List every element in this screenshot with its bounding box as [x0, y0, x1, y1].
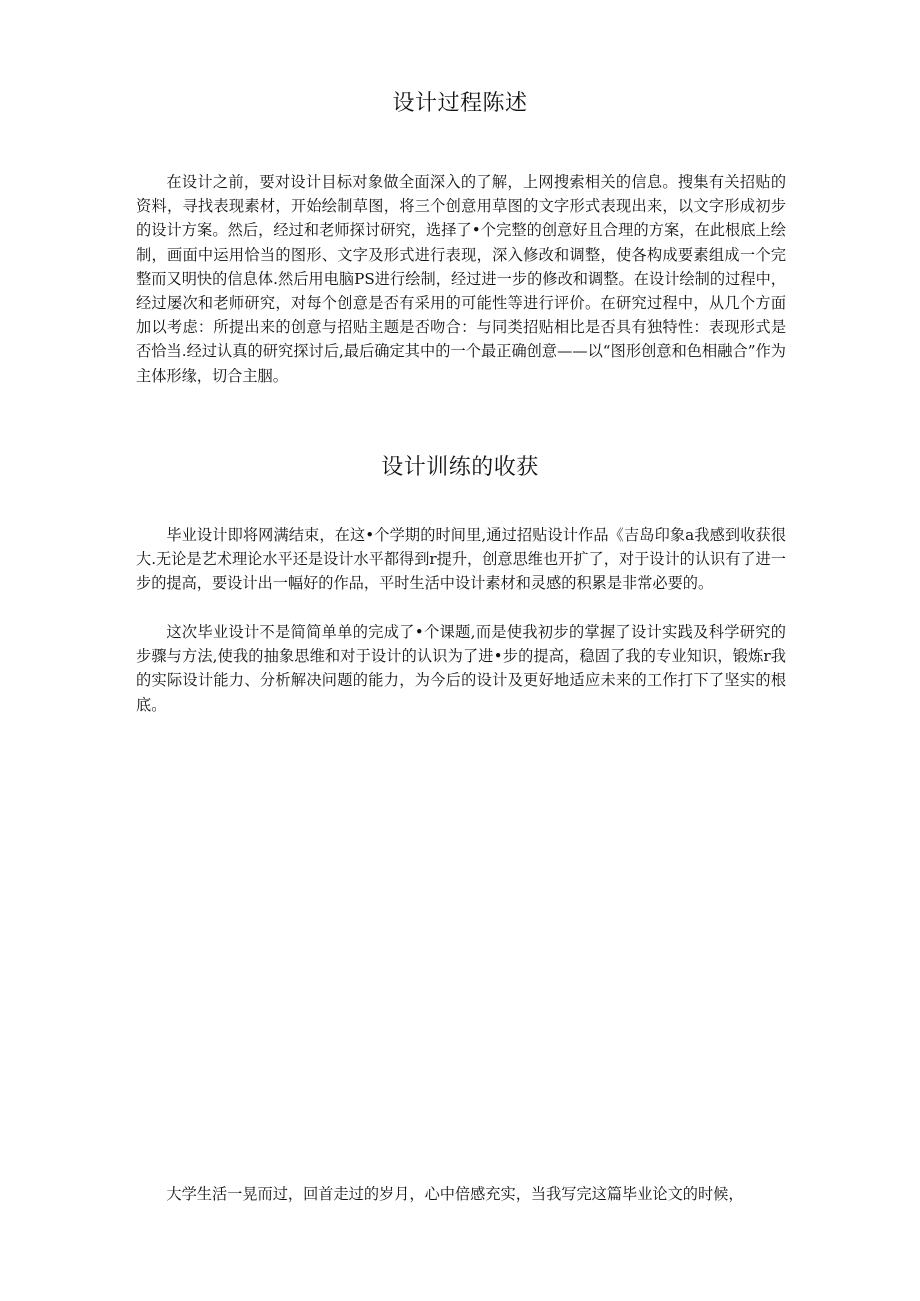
section-title-design-process: 设计过程陈述 — [392, 91, 528, 116]
training-gains-paragraph-1: 毕业设计即将网满结束，在这•个学期的时间里,通过招贴设计作品《吉岛印象a我感到收获很大.无论是艺术理论水平还是设计水平都得到r提升，创意思维也开扩了，对于设计的认识有了进一步的提高，要设计出一幅好的作品，平时生活中设计素材和灵感的积累是非常必要的。 — [136, 526, 786, 593]
trailing-paragraph: 大学生活一晃而过，回首走过的岁月，心中倍感充实，当我写完这篇毕业论文的时候， — [166, 1185, 744, 1203]
training-gains-paragraph-2: 这次毕业设计不是简简单单的完成了•个课题,而是使我初步的掌握了设计实践及科学研究的步骤与方法,使我的抽象思维和对于设计的认识为了进•步的提高，稳固了我的专业知识，锻炼r我的实际设计能力、分析解决问题的能力，为今后的设计及更好地适应未来的工作打下了坚实的根底。 — [136, 623, 786, 714]
design-process-paragraph: 在设计之前，要对设计目标对象做全面深入的了解，上网搜索相关的信息。搜集有关招贴的资料，寻找表现素材，开始绘制草图，将三个创意用草图的文字形式表现出来，以文字形成初步的设计方案。然后，经过和老师探讨研究，选择了•个完整的创意好且合理的方案，在此根底上绘制，画面中运用恰当的图形、文字及形式进行表现，深入修改和调整，使各构成要素组成一个完整而又明快的信息体.然后用电脑PS进行绘制，经过进一步的修改和调整。在设计绘制的过程中，经过屡次和老师研究，对每个创意是否有采用的可能性等进行评价。在研究过程中，从几个方面加以考虑：所提出来的创意与招贴主题是否吻合：与同类招贴相比是否具有独特性：表现形式是否恰当.经过认真的研究探讨后,最后确定其中的一个最正确创意——以“图形创意和色相融合”作为主体形缘，切合主胭。 — [136, 173, 786, 385]
section-title-training-gains: 设计训练的收获 — [381, 455, 539, 480]
